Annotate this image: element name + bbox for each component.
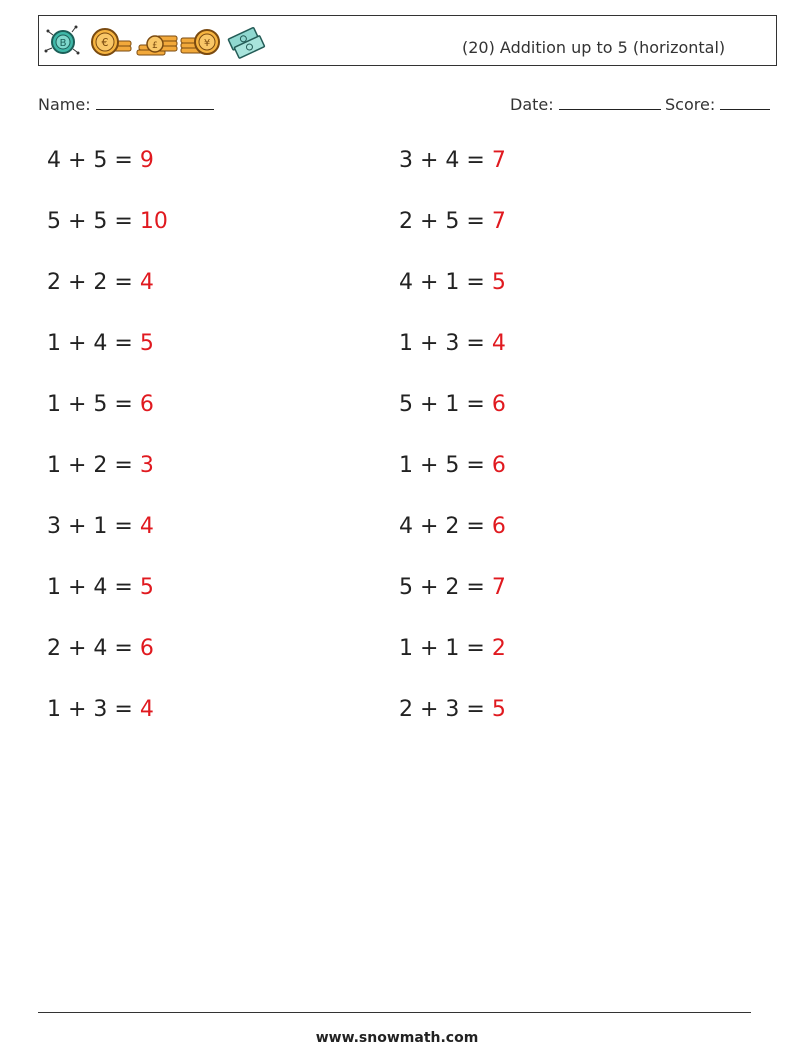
problem-answer: 4 <box>139 270 154 295</box>
problem-expression: 1 + 2 = <box>47 453 133 478</box>
date-label: Date: <box>510 95 554 114</box>
score-field[interactable] <box>665 93 770 114</box>
problem-answer: 7 <box>491 209 506 234</box>
problem-item <box>47 453 154 478</box>
problem-answer: 10 <box>139 209 168 234</box>
problem-item <box>399 392 506 417</box>
problem-answer: 3 <box>139 453 154 478</box>
date-line[interactable] <box>559 93 661 110</box>
footer-site: www.snowmath.com <box>315 1030 479 1046</box>
problem-item <box>399 209 506 234</box>
problem-item <box>47 697 154 722</box>
name-line[interactable] <box>96 93 214 110</box>
problem-answer: 4 <box>491 331 506 356</box>
problem-expression: 1 + 3 = <box>47 697 133 722</box>
svg-text:¥: ¥ <box>203 38 211 49</box>
svg-text:£: £ <box>152 41 158 51</box>
date-field[interactable] <box>510 93 661 114</box>
euro-coins-icon <box>89 22 133 62</box>
problem-expression: 5 + 2 = <box>399 575 485 600</box>
problem-answer: 5 <box>139 331 154 356</box>
problem-expression: 1 + 3 = <box>399 331 485 356</box>
problem-expression: 3 + 1 = <box>47 514 133 539</box>
problem-item <box>399 453 506 478</box>
svg-text:€: € <box>101 36 109 49</box>
problem-expression: 4 + 2 = <box>399 514 485 539</box>
problem-answer: 7 <box>491 575 506 600</box>
banknotes-icon <box>225 22 267 62</box>
svg-text:B: B <box>59 38 67 49</box>
problem-item <box>399 270 506 295</box>
problem-answer: 4 <box>139 514 154 539</box>
problem-item <box>399 575 506 600</box>
score-line[interactable] <box>720 93 770 110</box>
problem-answer: 6 <box>491 453 506 478</box>
problem-expression: 2 + 2 = <box>47 270 133 295</box>
problem-answer: 6 <box>491 514 506 539</box>
problem-answer: 4 <box>139 697 154 722</box>
problem-expression: 5 + 5 = <box>47 209 133 234</box>
worksheet-title: (20) Addition up to 5 (horizontal) <box>462 38 726 57</box>
problem-answer: 6 <box>491 392 506 417</box>
problem-expression: 5 + 1 = <box>399 392 485 417</box>
problem-answer: 5 <box>139 575 154 600</box>
problem-expression: 2 + 5 = <box>399 209 485 234</box>
problem-answer: 5 <box>491 697 506 722</box>
problem-expression: 1 + 5 = <box>399 453 485 478</box>
problem-item <box>399 148 506 173</box>
problem-item <box>47 392 154 417</box>
problem-item <box>399 636 506 661</box>
name-field[interactable] <box>38 93 214 114</box>
bitcoin-coin-icon <box>43 22 83 62</box>
problem-item <box>47 148 154 173</box>
header-box <box>38 15 777 66</box>
problem-expression: 3 + 4 = <box>399 148 485 173</box>
problem-item <box>399 697 506 722</box>
problem-answer: 2 <box>491 636 506 661</box>
problem-expression: 1 + 4 = <box>47 575 133 600</box>
pound-coin-stack-icon <box>135 22 179 62</box>
problem-answer: 9 <box>139 148 154 173</box>
problem-item <box>47 331 154 356</box>
problem-expression: 1 + 1 = <box>399 636 485 661</box>
problem-expression: 1 + 4 = <box>47 331 133 356</box>
yen-coins-icon <box>179 22 223 62</box>
problem-expression: 4 + 5 = <box>47 148 133 173</box>
footer-divider <box>38 1012 751 1013</box>
problem-item <box>399 514 506 539</box>
problem-expression: 2 + 4 = <box>47 636 133 661</box>
problem-item <box>47 209 168 234</box>
problem-expression: 4 + 1 = <box>399 270 485 295</box>
score-label: Score: <box>665 95 716 114</box>
problem-answer: 6 <box>139 392 154 417</box>
problem-item <box>47 270 154 295</box>
problem-item <box>47 514 154 539</box>
problem-expression: 1 + 5 = <box>47 392 133 417</box>
problem-answer: 5 <box>491 270 506 295</box>
problem-item <box>47 575 154 600</box>
problem-answer: 6 <box>139 636 154 661</box>
name-label: Name: <box>38 95 91 114</box>
problem-item <box>399 331 506 356</box>
problem-expression: 2 + 3 = <box>399 697 485 722</box>
problem-item <box>47 636 154 661</box>
problem-answer: 7 <box>491 148 506 173</box>
